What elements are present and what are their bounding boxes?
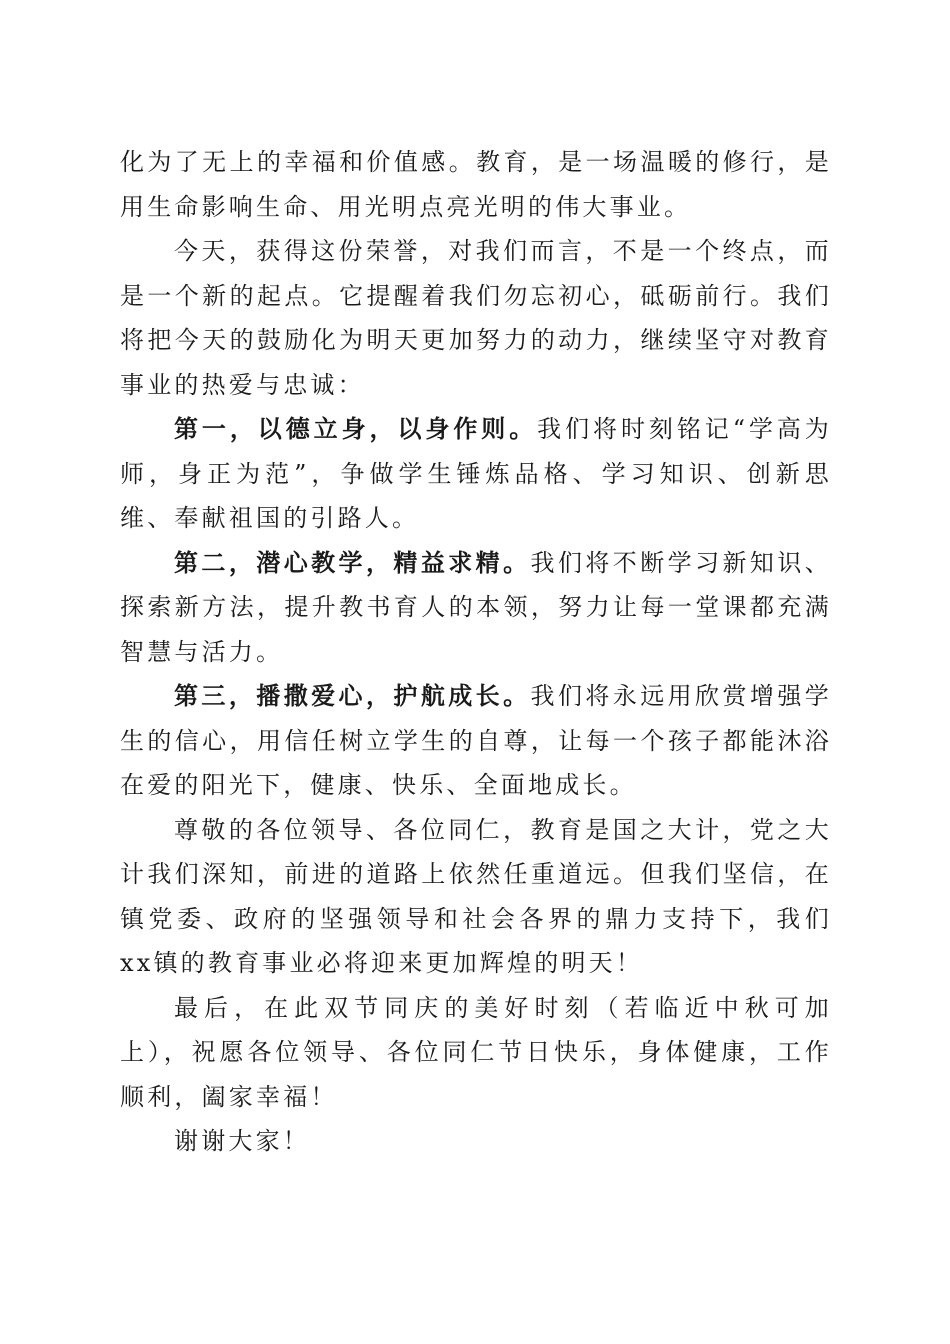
paragraph-honor [120, 229, 832, 407]
paragraph-point-three [120, 674, 832, 808]
paragraph-wishes [120, 986, 832, 1120]
paragraph-point-one [120, 407, 832, 541]
document-body [120, 140, 832, 1164]
paragraph-thanks [120, 1119, 832, 1164]
paragraph-lead: 第三，播撒爱心，护航成长。 [174, 681, 531, 710]
paragraph-text: 谢谢大家！ [174, 1127, 310, 1155]
paragraph-continuation [120, 140, 832, 229]
paragraph-lead: 第二，潜心教学，精益求精。 [174, 547, 531, 577]
paragraph-text: 最后，在此双节同庆的美好时刻（若临近中秋可加上），祝愿各位领导、各位同仁节日快乐，身体健康，工作顺利，阖家幸福！ [120, 993, 832, 1111]
paragraph-text: 尊敬的各位领导、各位同仁，教育是国之大计，党之大计我们深知，前进的道路上依然任重道远。但我们坚信，在镇党委、政府的坚强领导和社会各界的鼎力支持下，我们xx镇的教育事业必将迎来更加辉煌的明天！ [120, 815, 832, 977]
paragraph-text: 我们将时刻铭记“学高为师，身正为范”，争做学生锤炼品格、学习知识、创新思维、奉献祖国的引路人。 [120, 415, 832, 532]
paragraph-lead: 第一，以德立身，以身作则。 [174, 414, 538, 443]
paragraph-text: 化为了无上的幸福和价值感。教育，是一场温暖的修行，是用生命影响生命、用光明点亮光明的伟大事业。 [120, 148, 832, 221]
paragraph-text: 我们将不断学习新知识、探索新方法，提升教书育人的本领，努力让每一堂课都充满智慧与活力。 [120, 548, 832, 666]
paragraph-text: 我们将永远用欣赏增强学生的信心，用信任树立学生的自尊，让每一个孩子都能沐浴在爱的阳光下，健康、快乐、全面地成长。 [120, 682, 832, 799]
paragraph-text: 今天，获得这份荣誉，对我们而言，不是一个终点，而是一个新的起点。它提醒着我们勿忘初心，砥砺前行。我们将把今天的鼓励化为明天更加努力的动力，继续坚守对教育事业的热爱与忠诚： [120, 237, 832, 399]
paragraph-point-two [120, 541, 832, 675]
paragraph-outlook [120, 808, 832, 986]
